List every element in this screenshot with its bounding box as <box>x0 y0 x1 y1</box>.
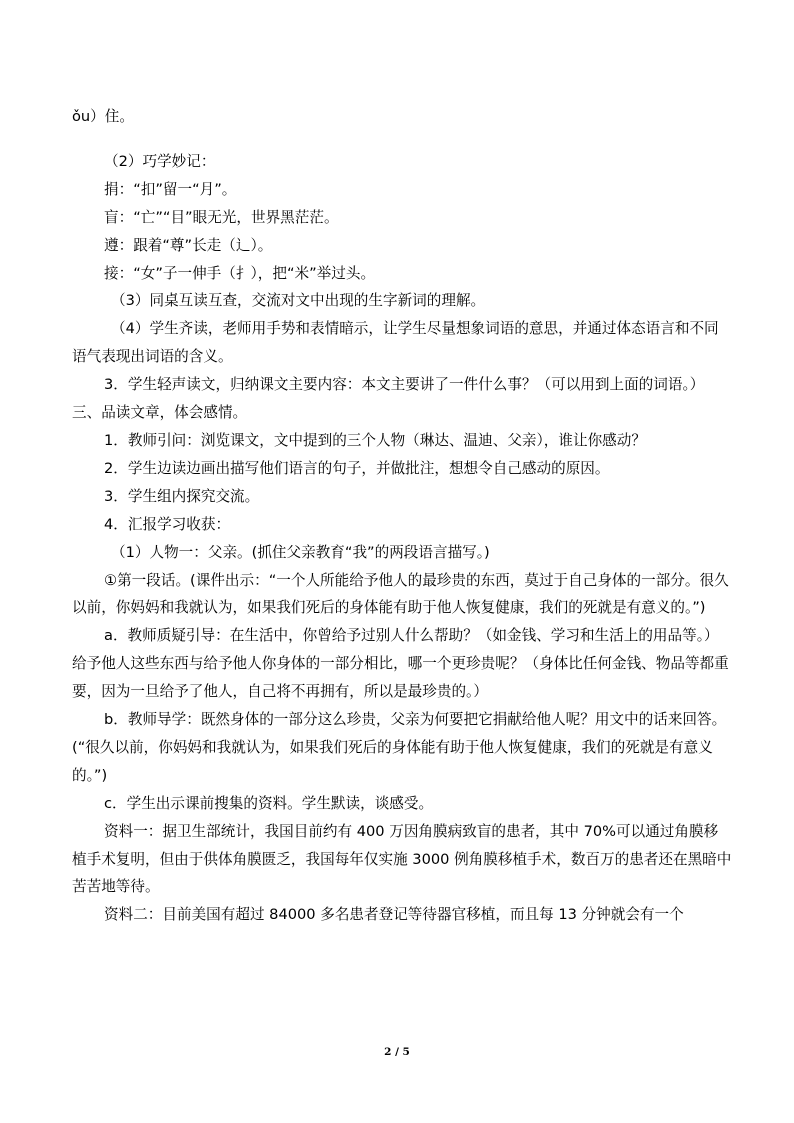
paragraph-3: 捐：“扣”留一“月”。 <box>104 180 237 198</box>
paragraph-14: （1）人物一：父亲。(抓住父亲教育“我”的两段语言描写。) <box>111 543 490 561</box>
paragraph-11: 2．学生边读边画出描写他们语言的句子，并做批注，想想令自己感动的原因。 <box>104 459 610 477</box>
paragraph-15: ①第一段话。(课件出示：“一个人所能给予他人的最珍贵的东西，莫过于自己身体的一部分。很久以前，你妈妈和我就认为，如果我们死后的身体能有助于他人恢复健康，我们的死就是有意义的。”) <box>72 571 729 617</box>
section-heading-3: 三、品读文章，体会感情。 <box>72 404 248 422</box>
paragraph-20: 资料二：目前美国有超过 84000 多名患者登记等待器官移植，而且每 13 分钟就会有一个 <box>104 906 684 924</box>
document-body <box>72 99 732 929</box>
paragraph-13: 4．汇报学习收获： <box>104 515 231 533</box>
paragraph-18: c．学生出示课前搜集的资料。学生默读，谈感受。 <box>104 794 434 812</box>
page-number: 2 / 5 <box>384 1046 410 1058</box>
paragraph-4: 盲：“亡”“目”眼无光，世界黑茫茫。 <box>104 208 339 226</box>
paragraph-7: （3）同桌互读互查，交流对文中出现的生字新词的理解。 <box>111 292 486 310</box>
paragraph-19: 资料一：据卫生部统计，我国目前约有 400 万因角膜病致盲的患者，其中 70%可以通过角膜移植手术复明，但由于供体角膜匮乏，我国每年仅实施 3000 例角膜移植手术，数百万的患者还在黑暗中苦苦地等待。 <box>72 822 732 896</box>
paragraph-1: ǒu）住。 <box>72 108 134 125</box>
paragraph-5: 遵：跟着“尊”长走（辶）。 <box>104 236 273 254</box>
paragraph-6: 接：“女”子一伸手（扌），把“米”举过头。 <box>104 264 376 282</box>
paragraph-9: 3．学生轻声读文，归纳课文主要内容：本文主要讲了一件什么事？（可以用到上面的词语。） <box>104 376 705 394</box>
paragraph-8: （4）学生齐读，老师用手势和表情暗示，让学生尽量想象词语的意思，并通过体态语言和不同语气表现出词语的含义。 <box>72 320 719 366</box>
paragraph-17: b．教师导学：既然身体的一部分这么珍贵，父亲为何要把它捐献给他人呢？用文中的话来回答。(“很久以前，你妈妈和我就认为，如果我们死后的身体能有助于他人恢复健康，我们的死就是有意义的。”) <box>72 711 727 784</box>
paragraph-10: 1．教师引问：浏览课文，文中提到的三个人物（琳达、温迪、父亲），谁让你感动？ <box>104 431 646 449</box>
paragraph-12: 3．学生组内探究交流。 <box>104 487 260 505</box>
paragraph-16: a．教师质疑引导：在生活中，你曾给予过别人什么帮助？（如金钱、学习和生活上的用品等。）给予他人这些东西与给予他人你身体的一部分相比，哪一个更珍贵呢？（身体比任何金钱、物品等都重要，因为一旦给予了他人，自己将不再拥有，所以是最珍贵的。） <box>72 627 729 701</box>
paragraph-2: （2）巧学妙记： <box>104 152 216 170</box>
